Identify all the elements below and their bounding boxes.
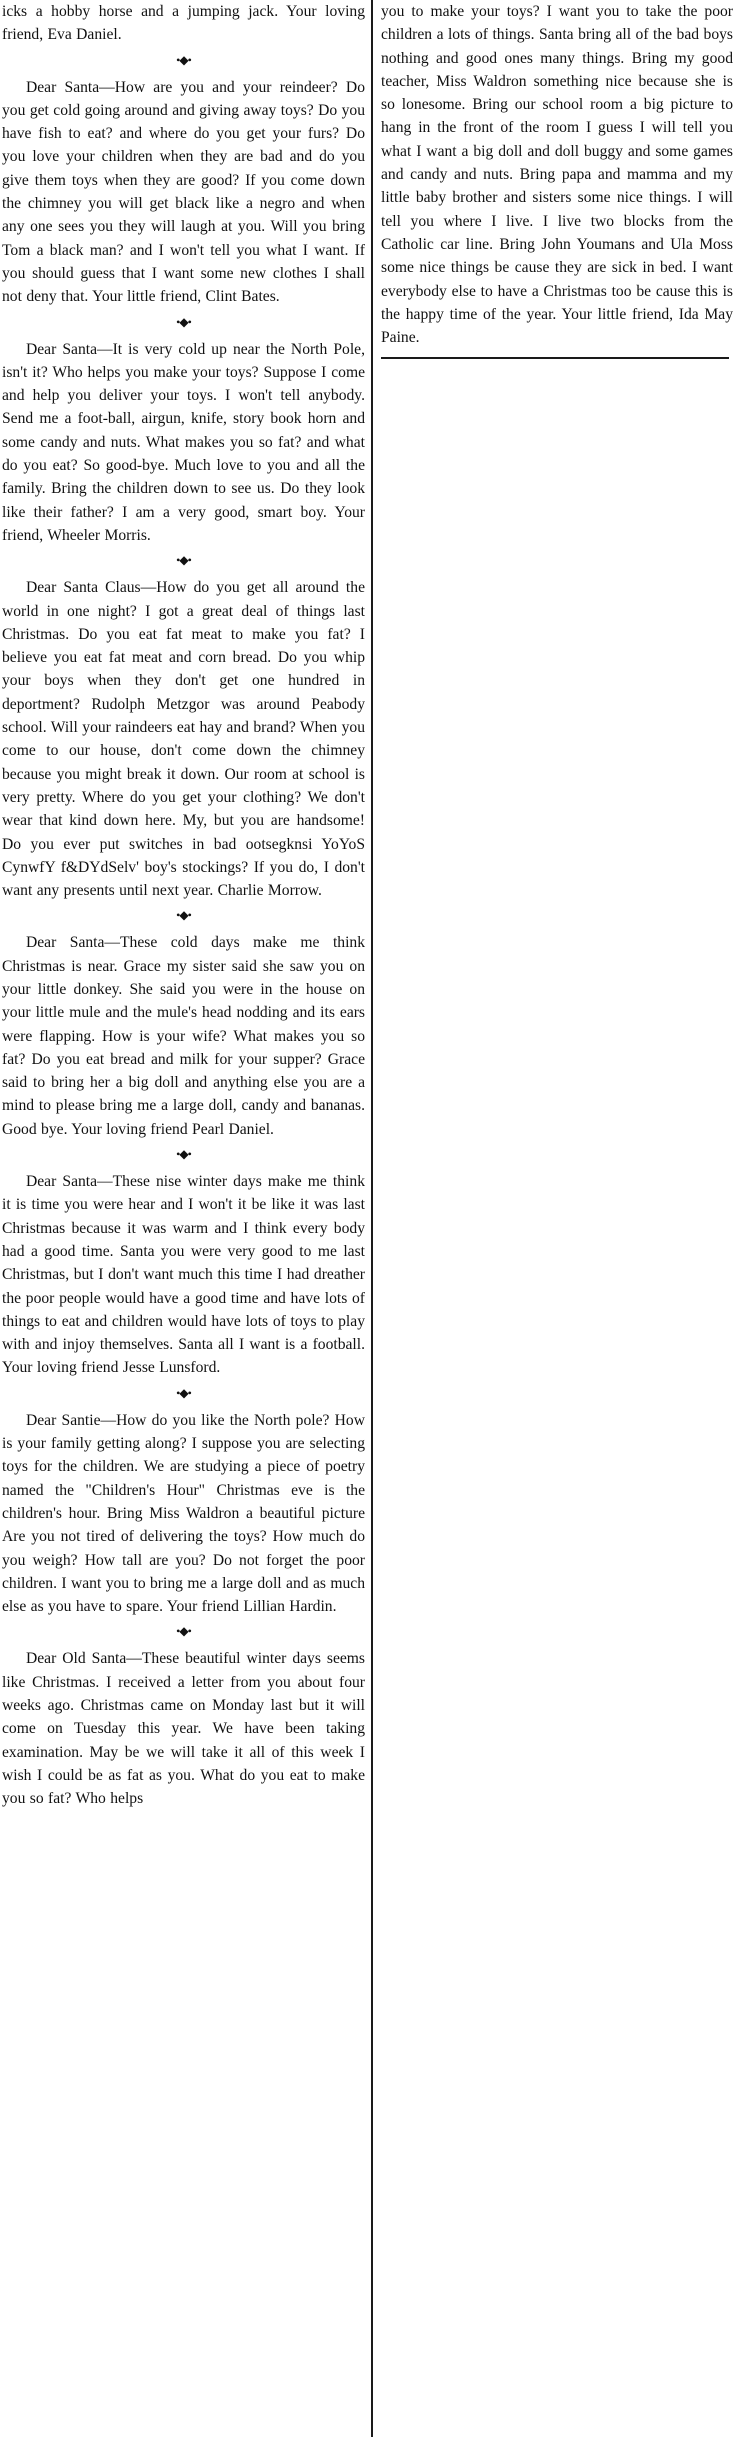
letter-separator: •◆• — [176, 908, 191, 923]
right-column — [381, 0, 733, 359]
letter-wheeler-morris: Dear Santa—It is very cold up near the North Pole, isn't it? Who helps you make your toys? Suppose I come and help you deliver your toys. I won't tell anybody. Send me a foot-ball, airgun, knife, story book horn and some candy and nuts. What makes you so fat? and what do you eat? So good-bye. Much love to you and all the family. Bring the children down to see us. Do they look like their father? I am a very good, smart boy. Your friend, Wheeler Morris. — [2, 340, 365, 544]
letter-clint-bates: Dear Santa—How are you and your reindeer? Do you get cold going around and giving away toys? Do you have fish to eat? and where do you get your furs? Do you love your children when they are bad and do you give them toys when they are good? If you come down the chimney you will get black like a negro and when any one sees you they will laugh at you. Will you bring Tom a black man? and I won't tell you what I want. If you should guess that I want some new clothes I shall not deny that. Your little friend, Clint Bates. — [2, 78, 365, 306]
section-end-rule — [381, 357, 729, 359]
letter-separator: •◆• — [176, 553, 191, 568]
letter-ida-may-paine-start: Dear Old Santa—These beautiful winter days seems like Christmas. I received a letter from you about four weeks ago. Christmas came on Monday last but it will come on Tuesday this year. We have been taking examination. May be we will take it all of this week I wish I could be as fat as you. What do you eat to make you so fat? Who helps — [2, 1650, 365, 1808]
letter-charlie-morrow: Dear Santa Claus—How do you get all around the world in one night? I got a great deal of things last Christmas. Do you eat fat meat to make you fat? I believe you eat fat meat and corn bread. Do you whip your boys when they don't get one hundred in deportment? Rudolph Metzgor was around Peabody school. Will your raindeers eat hay and brand? When you come to our house, don't come down the chimney because you might break it down. Our room at school is very pretty. Where do you get your clothing? We don't wear that kind down here. My, but you are handsome! Do you ever put switches in bad ootsegknsi YoYoS CynwfY f&DYdSelv' boy's stockings? If you do, I don't want any presents until next year. Charlie Morrow. — [2, 579, 365, 900]
letter-separator: •◆• — [176, 1147, 191, 1162]
letter-separator: •◆• — [176, 1624, 191, 1639]
letter-eva-daniel-ending: icks a hobby horse and a jumping jack. Your loving friend, Eva Daniel. — [2, 3, 365, 44]
letter-jesse-lunsford: Dear Santa—These nise winter days make me think it is time you were hear and I won't it be like it was last Christmas because it was warm and I think every body had a good time. Santa you were very good to me last Christmas, but I don't want much this time I had dreather the poor people would have a good time and have lots of things to eat and children would have lots of toys to play with and injoy themselves. Santa all I want is a football. Your loving friend Jesse Lunsford. — [2, 1173, 365, 1377]
letter-pearl-daniel: Dear Santa—These cold days make me think Christmas is near. Grace my sister said she saw you on your little donkey. She said you were in the house on your little mule and the mule's head nodding and its ears were flapping. How is your wife? What makes you so fat? Do you eat bread and milk for your supper? Grace said to bring her a big doll and anything else you are a mind to please bring me a large doll, candy and bananas. Good bye. Your loving friend Pearl Daniel. — [2, 934, 365, 1138]
left-column — [2, 0, 365, 1810]
letter-separator: •◆• — [176, 1385, 191, 1400]
letter-ida-may-paine-continued: you to make your toys? I want you to take the poor children a lots of things. Santa bring all of the bad boys nothing and good ones many things. Bring my good teacher, Miss Waldron something nice because she is so lonesome. Bring our school room a big picture to hang in the front of the room I guess I will tell you what I want a big doll and doll buggy and some games and candy and nuts. Bring papa and mamma and my little baby brother and sisters some nice things. I will tell you where I live. I live two blocks from the Catholic car line. Bring John Youmans and Ula Moss some nice things be cause they are sick in bed. I want everybody else to have a Christmas too be cause this is the happy time of the year. Your little friend, Ida May Paine. — [381, 3, 733, 347]
letter-lillian-hardin: Dear Santie—How do you like the North pole? How is your family getting along? I suppose you are selecting toys for the children. We are studying a piece of poetry named the "Children's Hour" Christmas eve is the children's hour. Bring Miss Waldron a beautiful picture Are you not tired of delivering the toys? How much do you weigh? How tall are you? Do not forget the poor children. I want you to bring me a large doll and as much else as you have to spare. Your friend Lillian Hardin. — [2, 1411, 365, 1616]
letter-separator: •◆• — [176, 314, 191, 329]
letter-separator: •◆• — [176, 52, 191, 67]
column-divider — [371, 0, 373, 2437]
